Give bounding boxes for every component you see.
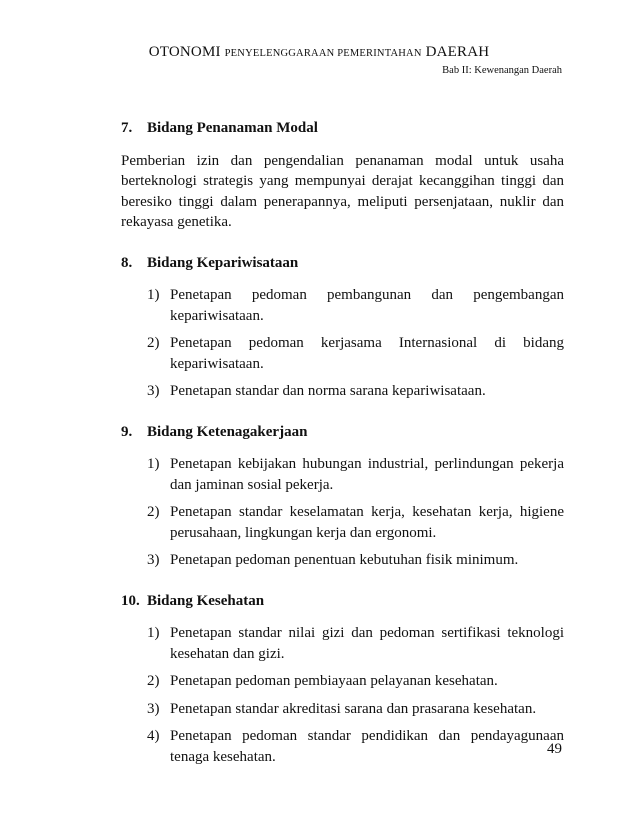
- header-title-part1: OTONOMI: [148, 44, 221, 60]
- section-paragraph: Pemberian izin dan pengendalian penanaman modal untuk usaha berteknologi strategis yang mempunyai derajat kecanggihan tinggi dan beresiko tinggi dalam penerapannya, meliputi persenjataan, nuklir dan rekayasa genetika.: [121, 152, 564, 230]
- section-heading: [121, 118, 564, 139]
- section-title: Bidang Kepariwisataan: [147, 254, 299, 271]
- item-list: [121, 285, 564, 402]
- list-item: [121, 502, 564, 543]
- item-text: Penetapan standar nilai gizi dan pedoman sertifikasi teknologi kesehatan dan gizi.: [170, 625, 564, 662]
- list-item: [121, 285, 564, 326]
- item-text: Penetapan standar akreditasi sarana dan prasarana kesehatan.: [170, 700, 537, 717]
- section-heading: [121, 253, 564, 274]
- item-number: 1): [147, 625, 160, 641]
- section-title: Bidang Ketenagakerjaan: [147, 423, 308, 440]
- page-header-title: [0, 44, 638, 61]
- section-7: [121, 118, 564, 233]
- section-9: [121, 422, 564, 571]
- item-text: Penetapan pedoman pembangunan dan pengembangan kepariwisataan.: [170, 287, 564, 324]
- item-number: 4): [147, 728, 160, 744]
- item-list: [121, 454, 564, 571]
- item-text: Penetapan standar keselamatan kerja, kesehatan kerja, higiene perusahaan, lingkungan kerja dan ergonomi.: [170, 504, 564, 541]
- item-number: 3): [147, 552, 160, 568]
- item-text: Penetapan standar dan norma sarana kepariwisataan.: [170, 383, 486, 399]
- list-item: [121, 623, 564, 664]
- section-10: [121, 591, 564, 768]
- section-heading: [121, 422, 564, 443]
- section-title: Bidang Kesehatan: [147, 592, 265, 609]
- list-item: [121, 333, 564, 374]
- list-item: [121, 726, 564, 767]
- item-text: Penetapan pedoman standar pendidikan dan pendayagunaan tenaga kesehatan.: [170, 728, 564, 765]
- header-title-part2: PENYELENGGARAAN PEMERINTAHAN: [224, 48, 422, 59]
- list-item: [121, 699, 564, 720]
- section-number: 10.: [121, 592, 140, 609]
- page-header-subtitle: Bab II: Kewenangan Daerah: [442, 65, 562, 76]
- section-8: [121, 253, 564, 402]
- section-number: 7.: [121, 120, 133, 136]
- list-item: [121, 671, 564, 692]
- section-number: 9.: [121, 423, 133, 440]
- item-text: Penetapan pedoman kerjasama Internasional di bidang kepariwisataan.: [170, 335, 564, 372]
- item-number: 3): [147, 700, 160, 717]
- item-number: 1): [147, 287, 160, 303]
- list-item: [121, 454, 564, 495]
- item-number: 2): [147, 673, 160, 689]
- item-number: 2): [147, 504, 160, 520]
- document-body: [121, 118, 564, 787]
- section-title: Bidang Penanaman Modal: [147, 120, 318, 136]
- item-text: Penetapan pedoman penentuan kebutuhan fisik minimum.: [170, 552, 519, 568]
- list-item: [121, 381, 564, 402]
- section-number: 8.: [121, 254, 133, 271]
- page-number: 49: [547, 741, 562, 757]
- header-title-part3: DAERAH: [425, 44, 490, 60]
- item-text: Penetapan pedoman pembiayaan pelayanan kesehatan.: [170, 673, 498, 689]
- item-number: 3): [147, 383, 160, 399]
- item-list: [121, 623, 564, 767]
- section-heading: [121, 591, 564, 612]
- list-item: [121, 550, 564, 571]
- item-number: 2): [147, 335, 160, 351]
- item-number: 1): [147, 456, 160, 472]
- item-text: Penetapan kebijakan hubungan industrial, perlindungan pekerja dan jaminan sosial pekerja.: [170, 456, 564, 493]
